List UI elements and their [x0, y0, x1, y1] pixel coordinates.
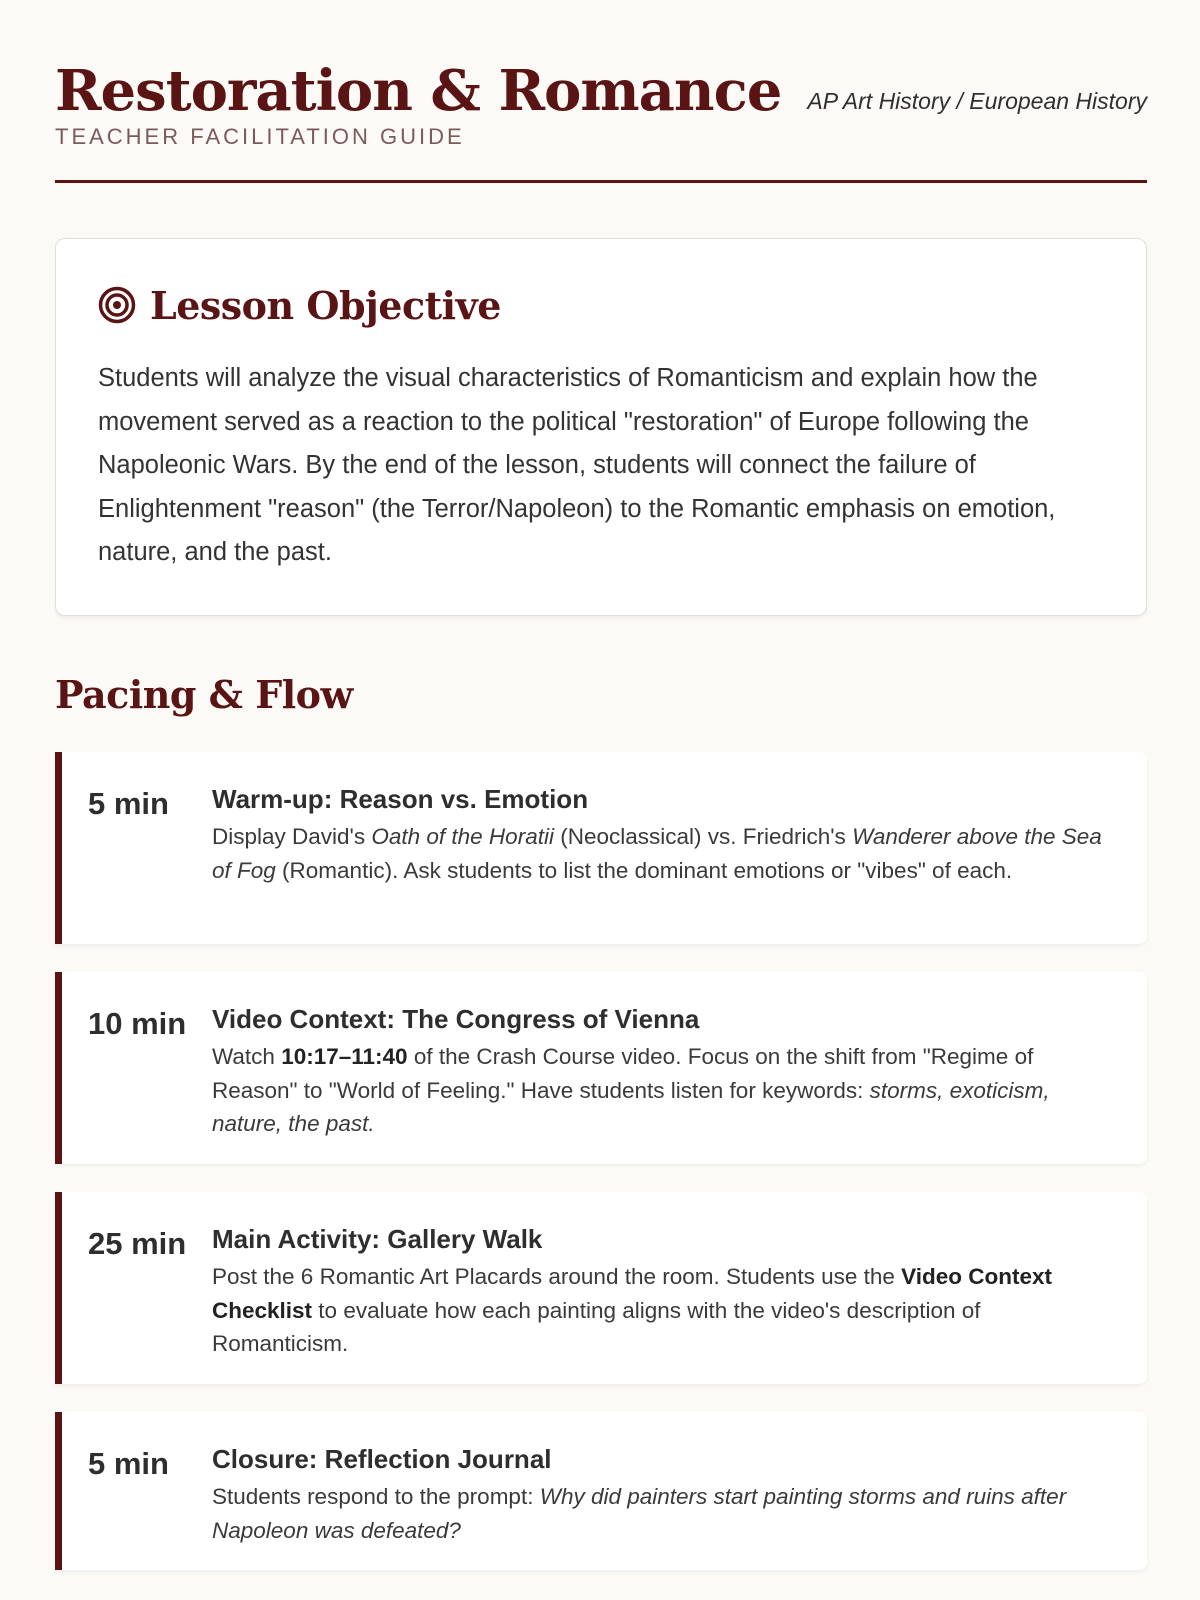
- lesson-objective-card: [55, 238, 1147, 616]
- step-body: [212, 1002, 1117, 1141]
- page-header: [55, 58, 1147, 183]
- journal-prompt: Why did painters start painting storms and ruins after Napoleon was defeated?: [212, 1484, 1067, 1543]
- checklist-name: Video Context Checklist: [212, 1264, 1052, 1323]
- step-body: [212, 1442, 1117, 1547]
- step-time: 10 min: [88, 1006, 187, 1041]
- pacing-title: Pacing & Flow: [55, 672, 353, 717]
- artwork-title: Wanderer above the Sea of Fog: [212, 824, 1102, 883]
- step-time: 25 min: [88, 1226, 187, 1261]
- page-title: Restoration & Romance: [55, 58, 782, 124]
- objective-text: Students will analyze the visual characteristics of Romanticism and explain how the movement served as a reaction to the political "restoration" of Europe following the Napoleonic Wars. By the end of the lesson, students will connect the failure of Enlightenment "reason" (the Terror/Napoleon) to the Romantic emphasis on emotion, nature, and the past.: [98, 364, 1056, 566]
- step-title: Warm-up: Reason vs. Emotion: [212, 784, 589, 814]
- step-time: 5 min: [88, 1446, 169, 1481]
- objective-header: [98, 279, 1104, 331]
- desc-text: of the Crash Course video. Focus on the shift from "Regime of Reason" to "World of Feeling." Have students listen for keywords:: [212, 1044, 1034, 1103]
- desc-text: Post the 6 Romantic Art Placards around the room. Students use the: [212, 1264, 902, 1289]
- pacing-step-video-context: [55, 972, 1147, 1164]
- target-icon: [98, 286, 136, 324]
- step-description: [212, 1260, 1117, 1361]
- desc-text: to evaluate how each painting aligns with the video's description of Romanticism.: [212, 1297, 981, 1356]
- course-label: AP Art History / European History: [807, 88, 1147, 114]
- objective-title: Lesson Objective: [150, 282, 501, 328]
- pacing-step-gallery-walk: [55, 1192, 1147, 1384]
- step-title: Closure: Reflection Journal: [212, 1444, 552, 1474]
- keywords: storms, exoticism, nature, the past.: [212, 1077, 1050, 1136]
- page-subtitle: TEACHER FACILITATION GUIDE: [55, 124, 465, 149]
- pacing-step-closure: [55, 1412, 1147, 1570]
- step-title: Video Context: The Congress of Vienna: [212, 1004, 700, 1034]
- desc-text: Display David's: [212, 824, 372, 849]
- step-description: [212, 1480, 1117, 1547]
- desc-text: (Neoclassical) vs. Friedrich's: [553, 824, 853, 849]
- video-timestamp: 10:17–11:40: [281, 1044, 408, 1069]
- step-description: [212, 1040, 1117, 1141]
- desc-text: (Romantic). Ask students to list the dominant emotions or "vibes" of each.: [275, 857, 1013, 883]
- step-description: [212, 820, 1117, 887]
- pacing-step-warm-up: [55, 752, 1147, 944]
- page: [55, 0, 1147, 1600]
- step-body: [212, 782, 1117, 887]
- step-title: Main Activity: Gallery Walk: [212, 1224, 543, 1254]
- step-time: 5 min: [88, 786, 169, 821]
- desc-text: Watch: [212, 1044, 282, 1069]
- desc-text: Students respond to the prompt:: [212, 1484, 540, 1509]
- artwork-title: Oath of the Horatii: [371, 824, 554, 849]
- step-body: [212, 1222, 1117, 1361]
